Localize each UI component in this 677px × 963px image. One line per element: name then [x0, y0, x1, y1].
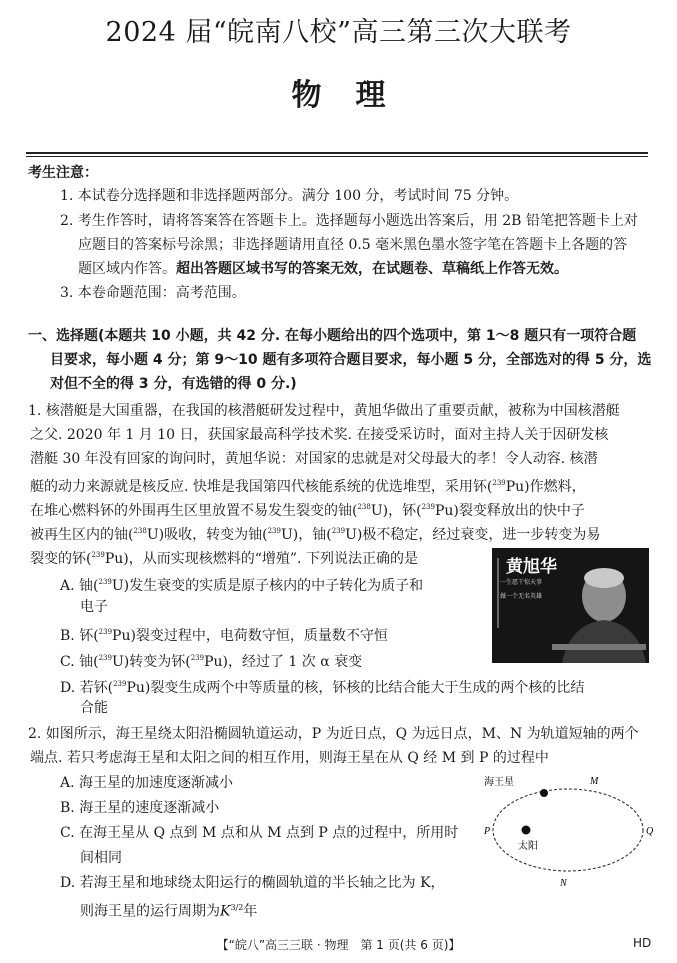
exam-title: 2024 届“皖南八校”高三第三次大联考	[105, 17, 572, 48]
footer-code: HD	[633, 936, 652, 950]
q1-line-6	[30, 521, 600, 545]
q1-text: U)，钚(	[370, 503, 422, 519]
option-text: A. 铀(	[60, 578, 99, 594]
nuclide-mass: 239	[331, 527, 346, 535]
notice-text: 题区域内作答。	[78, 261, 176, 277]
portrait-photo	[492, 548, 649, 663]
q2-option-b: B. 海王星的速度逐渐减小	[60, 800, 220, 816]
header-divider	[26, 152, 648, 154]
sun-dot	[522, 826, 531, 835]
q1-line-7	[30, 545, 418, 569]
notice-item-2: 2. 考生作答时，请将答案答在答题卡上。选择题每小题选出答案后，用 2B 铅笔把答题卡上对	[60, 213, 638, 229]
q1-option-d	[60, 674, 584, 698]
nuclide-mass: 239	[267, 527, 281, 535]
q1-line-5	[30, 497, 585, 521]
q1-line-1: 1. 核潜艇是大国重器，在我国的核潜艇研发过程中，黄旭华做出了重要贡献，被称为中国核潜艇	[28, 403, 620, 419]
q2-option-c: C. 在海王星从 Q 点到 M 点和从 M 点到 P 点的过程中，所用时	[60, 825, 459, 841]
subject-title: 物理	[291, 78, 420, 113]
option-text: Pu)裂变过程中，电荷数守恒，质量数不守恒	[112, 628, 388, 644]
notice-title: 考生注意：	[28, 165, 98, 181]
point-p: P	[484, 826, 491, 837]
q1-text: U)，铀(	[280, 527, 332, 543]
notice-item-3: 3. 本卷命题范围：高考范围。	[60, 285, 246, 301]
nuclide-mass: 239	[113, 680, 127, 688]
q1-text: 裂变的钚(	[30, 551, 92, 567]
q2-option-c-cont: 间相同	[80, 850, 122, 866]
q1-text: 艇的动力来源就是核反应. 快堆是我国第四代核能系统的优选堆型，采用钚(	[30, 479, 493, 495]
option-text: U)发生衰变的实质是原子核内的中子转化为质子和	[111, 578, 424, 594]
section-heading-cont: 目要求，每小题 4 分；第 9～10 题有多项符合题目要求，每小题 5 分，全部选对的得 5 分，选	[50, 352, 652, 368]
portrait-name: 黄旭华	[506, 557, 557, 577]
nuclide-mass: 239	[421, 503, 435, 511]
q2-option-a: A. 海王星的加速度逐渐减小	[60, 775, 234, 791]
sun-label: 太阳	[518, 841, 538, 852]
q1-option-b	[60, 622, 388, 646]
q1-option-c	[60, 648, 362, 672]
orbit-ellipse	[493, 789, 643, 871]
q1-line-3: 潜艇 30 年没有回家的询问时，黄旭华说：对国家的忠就是对父母最大的孝！令人动容. 核潜	[30, 451, 598, 467]
nuclide-mass: 239	[492, 479, 506, 487]
notice-item-2-cont: 应题目的答案标号涂黑；非选择题请用直径 0.5 毫米黑色墨水签字笔在答题卡上各题的答	[78, 237, 628, 253]
variable-k: K	[220, 903, 231, 920]
nuclide-mass: 239	[98, 628, 113, 636]
nuclide-mass: 239	[91, 551, 105, 559]
header-divider-thin	[26, 156, 648, 157]
q1-text: Pu)裂变释放出的快中子	[434, 503, 585, 519]
point-n: N	[560, 878, 567, 889]
option-text: U)转变为钚(	[111, 654, 191, 670]
q1-line-4	[30, 473, 586, 497]
nuclide-mass: 239	[98, 654, 112, 662]
section-heading: 一、选择题(本题共 10 小题，共 42 分. 在每小题给出的四个选项中，第 1～8 题只有一项符合题	[28, 328, 637, 344]
nuclide-mass: 239	[190, 654, 205, 662]
exponent: 3/2	[230, 903, 244, 912]
notice-item-2-end	[78, 259, 568, 279]
q1-option-a-cont: 电子	[80, 599, 108, 615]
q2-line-1: 2. 如图所示，海王星绕太阳沿椭圆轨道运动，P 为近日点，Q 为远日点，M、N 为轨道短轴的两个	[28, 726, 639, 742]
q2-option-d: D. 若海王星和地球绕太阳运行的椭圆轨道的半长轴之比为 K，	[60, 875, 445, 891]
q2-option-d-cont	[80, 898, 257, 922]
point-m: M	[590, 776, 599, 787]
q1-text: Pu)作燃料，	[505, 479, 586, 495]
q1-text: Pu)，从而实现核燃料的“增殖”. 下列说法正确的是	[104, 551, 418, 567]
nuclide-mass: 239	[98, 578, 112, 586]
q1-option-d-cont: 合能	[80, 700, 108, 716]
q1-text: U)极不稳定，经过衰变，进一步转变为易	[345, 527, 601, 543]
option-text: Pu)，经过了 1 次 α 衰变	[204, 654, 363, 670]
q1-line-2: 之父. 2020 年 1 月 10 日，获国家最高科学技术奖. 在接受采访时，面对主持人关于因研发核	[30, 427, 609, 443]
q1-text: 被再生区内的铀(	[30, 527, 134, 543]
q1-text: 在堆心燃料钚的外围再生区里放置不易发生裂变的铀(	[30, 503, 358, 519]
planet-dot	[540, 789, 548, 797]
portrait-caption-2: 做一个无名英雄	[500, 593, 543, 600]
q1-option-a	[60, 572, 423, 596]
option-text: C. 铀(	[60, 654, 99, 670]
nuclide-mass: 238	[133, 527, 147, 535]
option-text: 年	[243, 903, 258, 920]
option-text: B. 钚(	[60, 628, 99, 644]
notice-item-1: 1. 本试卷分选择题和非选择题两部分。满分 100 分，考试时间 75 分钟。	[60, 188, 519, 204]
q1-text: U)吸收，转变为铀(	[146, 527, 268, 543]
section-heading-end: 对但不全的得 3 分，有选错的得 0 分.)	[50, 376, 297, 392]
planet-label: 海王星	[484, 777, 514, 788]
point-q: Q	[646, 826, 654, 837]
page-footer: 【“皖八”高三三联 · 物理 第 1 页(共 6 页)】	[216, 938, 461, 952]
portrait-caption-1: 一生愿干惊天事	[500, 579, 543, 586]
notice-warning: 超出答题区域书写的答案无效，在试题卷、草稿纸上作答无效。	[176, 261, 568, 277]
orbit-diagram	[482, 770, 662, 890]
option-text: D. 若钚(	[60, 680, 114, 696]
option-text: Pu)裂变生成两个中等质量的核，钚核的比结合能大于生成的两个核的比结	[126, 680, 585, 696]
nuclide-mass: 238	[357, 503, 371, 511]
q2-line-2: 端点. 若只考虑海王星和太阳之间的相互作用，则海王星在从 Q 经 M 到 P 的过程中	[30, 750, 549, 766]
option-text: 则海王星的运行周期为	[80, 903, 220, 920]
